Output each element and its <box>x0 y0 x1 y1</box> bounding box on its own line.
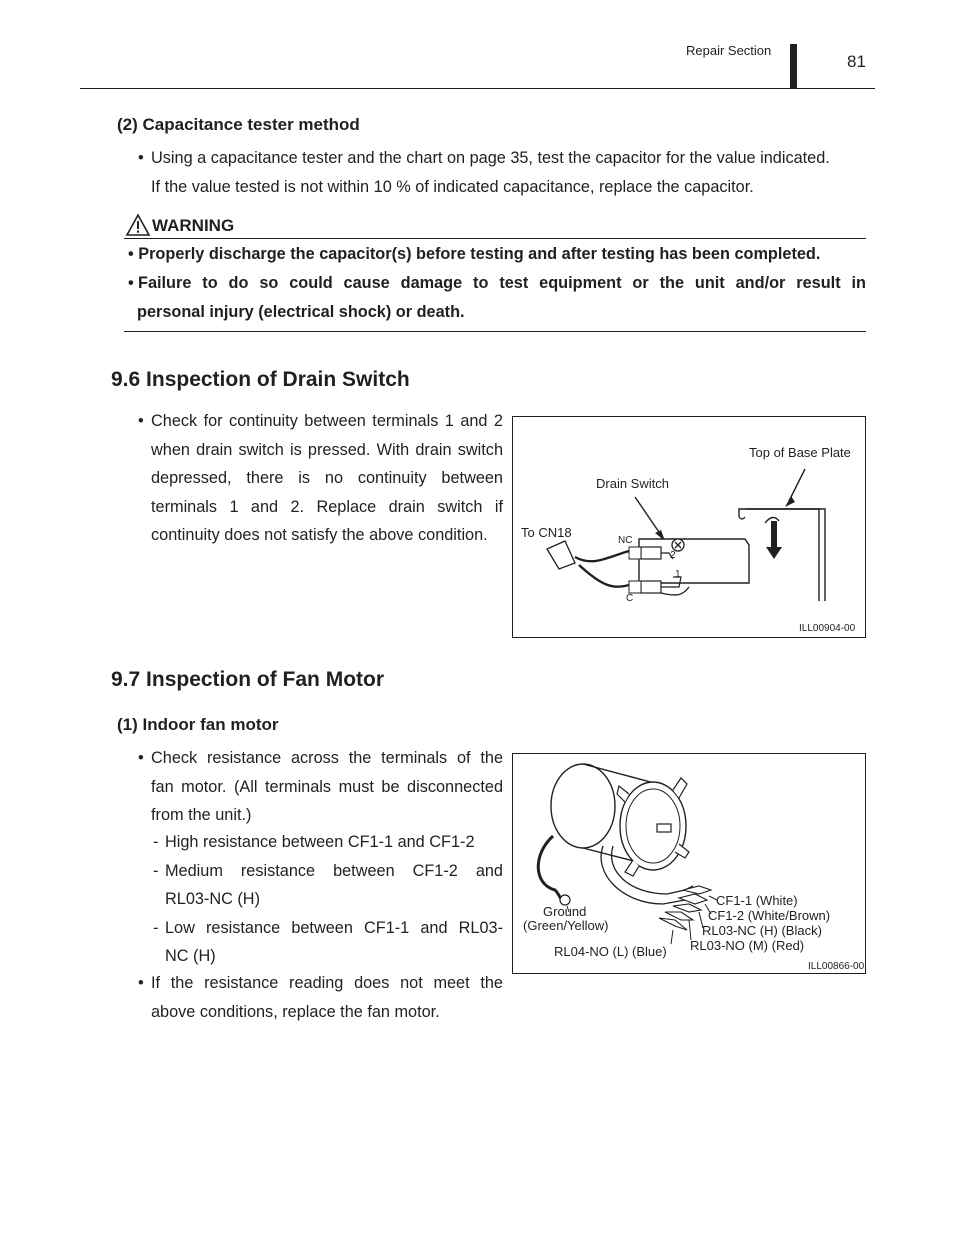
cap-tester-line-1: Using a capacitance tester and the chart on page 35, test the capacitor for the value indicated. <box>151 149 830 167</box>
label-rl04-no: RL04-NO (L) (Blue) <box>554 944 667 959</box>
drain-line-2: when drain switch is pressed. With drain switch <box>151 440 503 459</box>
fan-dash-1: High resistance between CF1-1 and CF1-2 <box>165 833 475 851</box>
fan-dash-list: - High resistance between CF1-1 and CF1-2 - Medium resistance between CF1-2 and RL03-NC (H) - Low resistance between CF1-1 and RL03- NC (H) <box>165 828 503 971</box>
label-to-cn18: To CN18 <box>521 525 572 540</box>
label-cf1-2: CF1-2 (White/Brown) <box>708 908 831 923</box>
fan-dash-2-line-2: RL03-NC (H) <box>165 890 260 908</box>
warning-top-rule <box>124 238 866 239</box>
label-ground: Ground <box>543 904 587 919</box>
warning-item-2: • Failure to do so could cause damage to test equipment or the unit and/or result in personal injury (electrical shock) or death. <box>128 269 866 326</box>
drain-switch-figure <box>512 416 866 638</box>
warning-item-2-text-2: personal injury (electrical shock) or death. <box>137 302 465 321</box>
fan-bullet-2: • If the resistance reading does not meet the above conditions, replace the fan motor. <box>151 969 503 1026</box>
header-rule <box>80 88 875 89</box>
warning-item-1: • Properly discharge the capacitor(s) before testing and after testing has been completed. <box>128 245 821 263</box>
cap-tester-line-2: If the value tested is not within 10 % of indicated capacitance, replace the capacitor. <box>151 177 754 196</box>
drain-switch-heading: 9.6 Inspection of Drain Switch <box>111 368 410 391</box>
fan-b2-line-2: above conditions, replace the fan motor. <box>151 1002 440 1021</box>
label-c: C <box>626 593 634 604</box>
label-ground-color: (Green/Yellow) <box>523 918 609 933</box>
fan-b1-line-2: fan motor. (All terminals must be disconnected <box>151 777 503 796</box>
figure-id: ILL00904-00 <box>799 623 856 634</box>
warning-icon <box>125 213 151 237</box>
drain-line-3: depressed, there is no continuity between <box>151 469 503 487</box>
fan-bullet-1: • Check resistance across the terminals of the fan motor. (All terminals must be disconnected from the unit.) <box>151 744 503 830</box>
drain-switch-paragraph: • Check for continuity between terminals 1 and 2 when drain switch is pressed. With drain switch depressed, there is no continuity between terminals 1 and 2. Replace drain switch if continuity does not satisfy the above condition. <box>151 407 503 550</box>
drain-line-4: terminals 1 and 2. Replace drain switch if <box>151 497 503 516</box>
fan-motor-drawing <box>513 754 865 973</box>
fan-dash-3-line-2: NC (H) <box>165 947 216 965</box>
page-number: 81 <box>847 52 866 71</box>
label-rl03-nc: RL03-NC (H) (Black) <box>702 923 822 938</box>
fan-dash-2-line-1: Medium resistance between CF1-2 and <box>165 861 503 880</box>
warning-item-2-text-1: Failure to do so could cause damage to test equipment or the unit and/or result in <box>138 274 866 292</box>
fan-b2-line-1: If the resistance reading does not meet the <box>151 974 503 992</box>
fan-figure-id: ILL00866-00 <box>808 961 865 972</box>
cap-tester-bullet <box>138 144 871 201</box>
label-drain-switch: Drain Switch <box>596 476 669 491</box>
header-section-label: Repair Section <box>686 43 772 58</box>
fan-b1-line-1: Check resistance across the terminals of the <box>151 749 503 767</box>
label-rl03-no: RL03-NO (M) (Red) <box>690 938 805 953</box>
warning-item-1-text: Properly discharge the capacitor(s) before testing and after testing has been completed. <box>138 245 821 263</box>
fan-b1-line-3: from the unit.) <box>151 806 252 824</box>
drain-line-1: Check for continuity between terminals 1 and 2 <box>151 412 503 430</box>
header-bar <box>790 44 797 89</box>
warning-bottom-rule <box>124 331 866 332</box>
label-terminal-1: 1 <box>675 569 681 580</box>
fan-dash-3-line-1: Low resistance between CF1-1 and RL03- <box>165 918 503 937</box>
label-top-of-base-plate: Top of Base Plate <box>749 445 851 460</box>
label-terminal-2: 2 <box>670 550 676 561</box>
fan-motor-figure <box>512 753 866 974</box>
warning-title: WARNING <box>152 216 235 235</box>
cap-tester-heading: (2) Capacitance tester method <box>117 115 360 134</box>
label-nc: NC <box>618 535 633 546</box>
indoor-fan-heading: (1) Indoor fan motor <box>117 715 279 734</box>
bullet: • <box>138 149 144 167</box>
drain-line-5: continuity does not satisfy the above condition. <box>151 526 488 544</box>
fan-motor-heading: 9.7 Inspection of Fan Motor <box>111 668 385 691</box>
label-cf1-1: CF1-1 (White) <box>716 893 798 908</box>
